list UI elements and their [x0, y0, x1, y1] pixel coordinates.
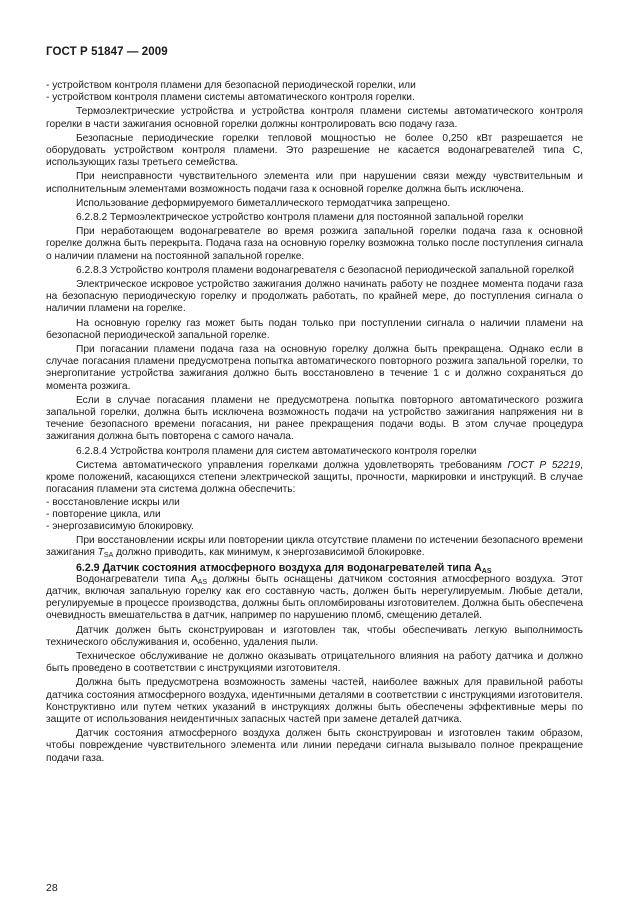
- section-heading-bold: [46, 562, 583, 574]
- paragraph: Датчик должен быть сконструирован и изготовлен так, чтобы обеспечивать легкую выполнимость технического обслуживания и, особенно, удаления пыли.: [46, 624, 583, 648]
- paragraph: Использование деформируемого биметаллического термодатчика запрещено.: [76, 197, 451, 209]
- paragraph: Техническое обслуживание не должно оказывать отрицательного влияния на работу датчика и должно быть проведено в соответствии с инструкциями изготовителя.: [46, 650, 583, 675]
- type-subscript: AS: [197, 578, 208, 586]
- paragraph: [46, 574, 583, 623]
- paragraph: Термоэлектрические устройства и устройства контроля пламени системы автоматического контроля горелки в части зажигания основной горелки должны контролировать всю подачу газа.: [46, 106, 583, 130]
- section-heading: 6.2.8.2 Термоэлектрическое устройство контроля пламени для постоянной запальной горелки: [76, 212, 524, 224]
- symbol: T: [97, 547, 104, 559]
- list-item: - устройством контроля пламени для безопасной периодической горелки, или: [46, 80, 416, 91]
- paragraph-text: , кроме положений, касающихся степени электрической защиты, прочности, маркировки и инструкций. В случае погасания пламени эта система должна обеспечить:: [46, 459, 584, 496]
- page-header: ГОСТ Р 51847 — 2009: [46, 46, 168, 58]
- standard-reference: ГОСТ Р 52219: [507, 459, 581, 471]
- paragraph-text: должно приводить, как минимум, к энергозависимой блокировке.: [113, 547, 425, 559]
- paragraph: Электрическое искровое устройство зажигания должно начинать работу не позднее момента подачи газа на безопасную периодическую горелку и продолжать работать, по крайней мере, до поступления сигнала о наличии пламени на горелке.: [46, 279, 583, 315]
- paragraph: Если в случае погасания пламени не предусмотрена попытка повторного автоматического розжига запальной горелки, должна быть исключена возможность подачи на устройство зажигания напряжения ни в течение безопасного времени погасания, ни ранее прекращения подачи воды. В этом случае процедура зажигания должна быть повторена с самого начала.: [46, 394, 583, 443]
- paragraph: Должна быть предусмотрена возможность замены частей, наиболее важных для правильной работы датчика состояния атмосферного воздуха, идентичными деталями в соответствии с инструкциями изготовителя. Конструктивно или путем четких указаний в инструкциях должны быть обеспечены эффективные меры по защите от использования неидентичных запасных частей при замене деталей датчика.: [46, 677, 583, 725]
- symbol-subscript: SA: [103, 552, 114, 560]
- page-number: 28: [46, 882, 58, 894]
- paragraph: Датчик состояния атмосферного воздуха должен быть сконструирован и изготовлен таким образом, чтобы повреждение чувствительного элемента или линии передачи сигнала вызывало полное прекращение подачи газа.: [46, 728, 583, 764]
- heading-text: 6.2.9 Датчик состояния атмосферного воздуха для водонагревателей типа A: [76, 561, 482, 574]
- paragraph-text: должны быть оснащены датчиком состояния атмосферного воздуха. Этот датчик, включая запальную горелку как его составную часть, должен быть нерегулируемым. Любые детали, регулируемые в процессе производства, должны быть опломбированы изготовителем. Должна быть обеспечена очевидность вмешательства в датчик, например по нарушению пломб, смещению деталей.: [46, 573, 584, 622]
- paragraph: При неработающем водонагревателе во время розжига запальной горелки подача газа к основной горелке должна быть перекрыта. Подача газа на основную горелку возможна только после поступления сигнала о наличии пламени на постоянной запальной горелке.: [46, 226, 583, 262]
- heading-subscript: AS: [481, 567, 492, 575]
- paragraph: [46, 460, 583, 497]
- document-body: [46, 80, 583, 765]
- paragraph-text: Водонагреватели типа A: [76, 573, 198, 585]
- paragraph-text: Система автоматического управления горелками должна удовлетворять требованиям: [76, 459, 508, 471]
- list-item: - восстановление искры или: [46, 496, 180, 508]
- list-item: - энергозависимую блокировку.: [46, 520, 194, 532]
- list-item: - устройством контроля пламени системы автоматического контроля горелки.: [46, 92, 415, 104]
- paragraph: На основную горелку газ может быть подан только при поступлении сигнала о наличии пламени на безопасной периодической запальной горелке.: [46, 317, 583, 341]
- list-item: - повторение цикла, или: [46, 508, 161, 520]
- section-heading: 6.2.8.3 Устройство контроля пламени водонагревателя с безопасной периодической запальной горелкой: [76, 264, 575, 276]
- paragraph: [46, 535, 583, 559]
- paragraph-text: При восстановлении искры или повторении цикла отсутствие пламени по истечении безопасного времени зажигания: [46, 535, 583, 559]
- paragraph: При погасании пламени подача газа на основную горелку должна быть прекращена. Однако если в случае погасания пламени предусмотрена попытка автоматического повторного розжига запальной горелки, то энергопитание устройства зажигания должно быть восстановлено в течение 1 с и должно сохраняться до момента розжига.: [46, 344, 583, 392]
- section-heading: 6.2.8.4 Устройства контроля пламени для систем автоматического контроля горелки: [76, 445, 477, 457]
- paragraph: При неисправности чувствительного элемента или при нарушении связи между чувствительным и исполнительным элементами возможность подачи газа к основной горелке должна быть исключена.: [46, 171, 583, 195]
- paragraph: Безопасные периодические горелки тепловой мощностью не более 0,250 кВт разрешается не оборудовать устройством контроля пламени. Это разрешение не касается водонагревателей типа С, использующих газы третьего семейства.: [46, 132, 583, 169]
